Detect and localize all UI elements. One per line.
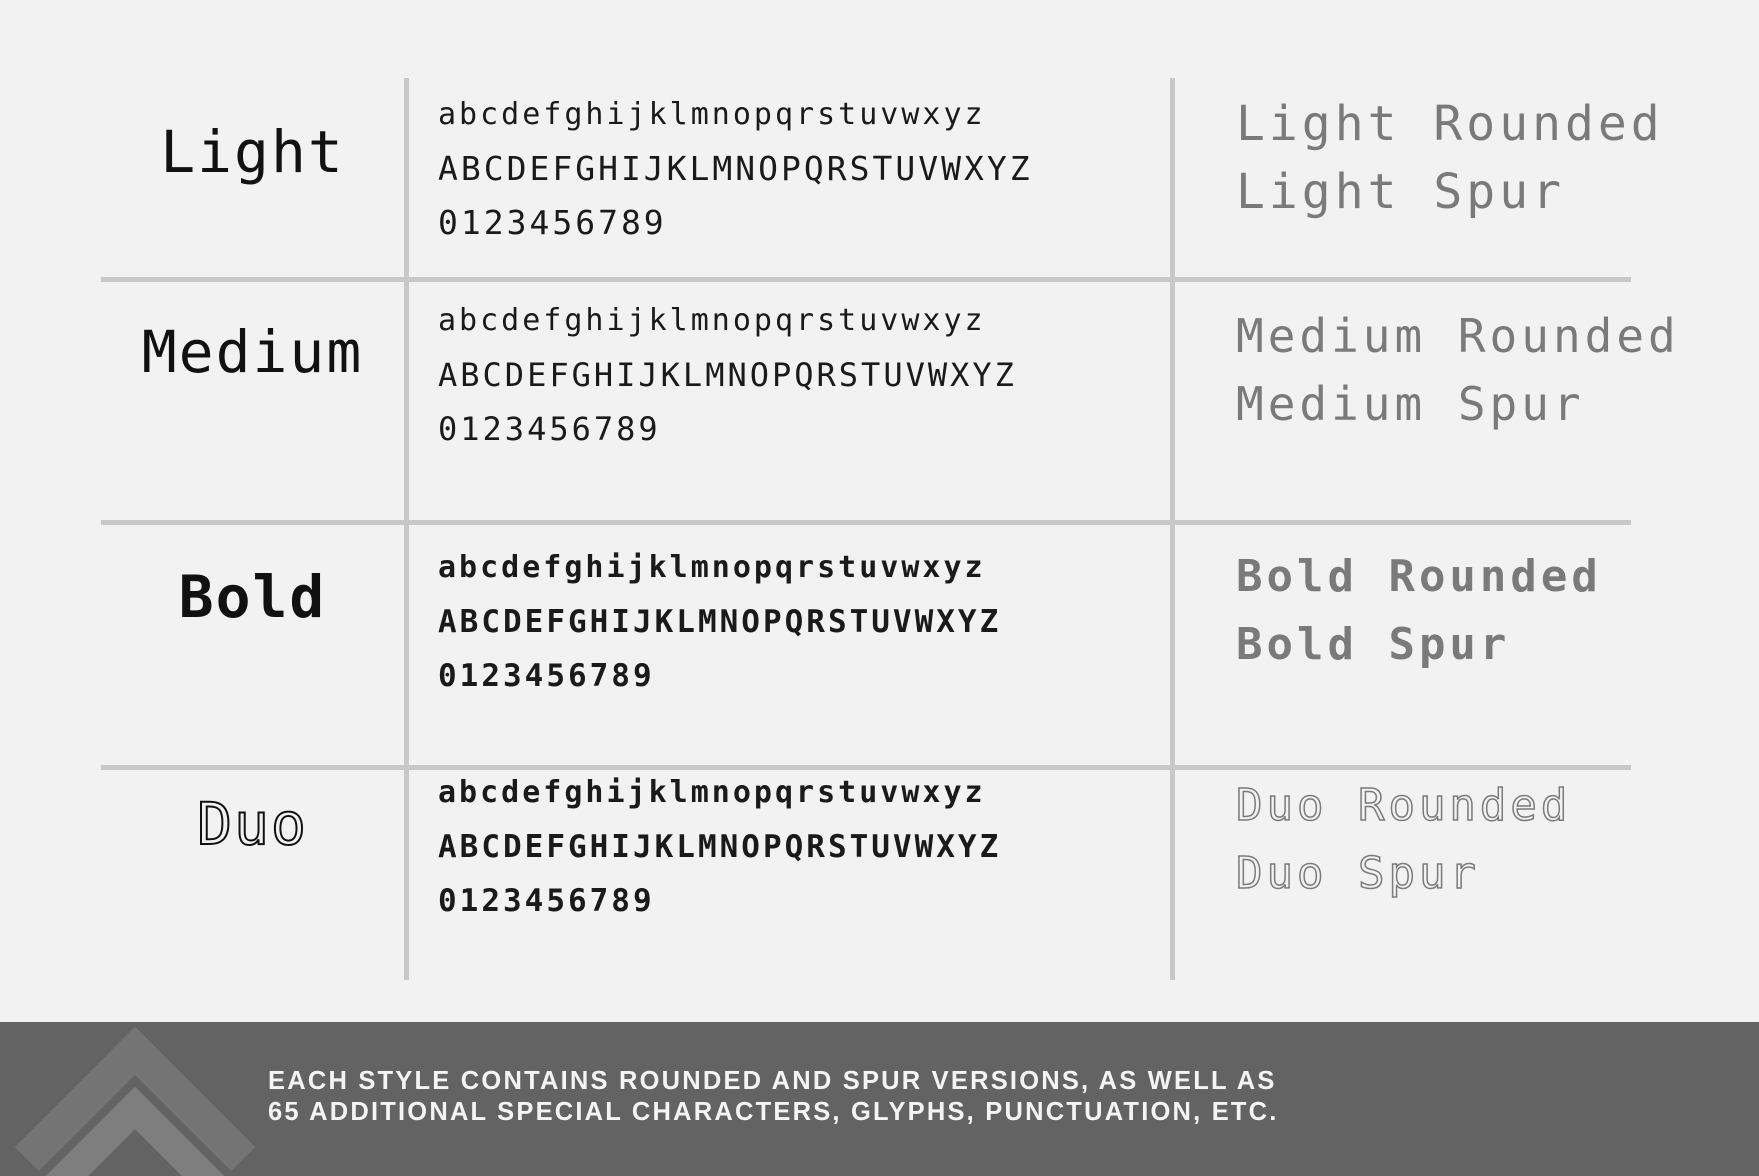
lowercase-sample: abcdefghijklmnopqrstuvwxyz — [438, 550, 986, 585]
lowercase-sample: abcdefghijklmnopqrstuvwxyz — [438, 775, 986, 810]
glyph-samples-bold — [438, 541, 1001, 703]
style-name-bold: Bold — [178, 563, 327, 631]
variants-duo — [1236, 772, 1571, 908]
style-name-duo: Duo — [197, 790, 308, 858]
specimen-table — [101, 78, 1680, 980]
variant-spur: Bold Spur — [1236, 619, 1511, 670]
variant-rounded: Light Rounded — [1236, 96, 1664, 152]
glyph-samples-duo — [438, 766, 1001, 928]
uppercase-sample: ABCDEFGHIJKLMNOPQRSTUVWXYZ — [438, 356, 1017, 394]
variant-spur: Light Spur — [1236, 164, 1565, 220]
footer-line-2: 65 ADDITIONAL SPECIAL CHARACTERS, GLYPHS, PUNCTUATION, ETC. — [268, 1098, 1279, 1126]
variant-rounded: Bold Rounded — [1236, 551, 1602, 602]
row-light — [101, 78, 1664, 277]
digits-sample: 0123456789 — [438, 883, 655, 919]
style-name-medium: Medium — [141, 318, 364, 386]
digits-sample: 0123456789 — [438, 410, 661, 448]
variants-bold — [1236, 543, 1602, 679]
row-duo — [101, 770, 1631, 980]
lowercase-sample: abcdefghijklmnopqrstuvwxyz — [438, 303, 986, 338]
variant-rounded: Duo Rounded — [1236, 780, 1572, 831]
variants-light — [1236, 90, 1664, 226]
digits-sample: 0123456789 — [438, 203, 667, 242]
style-name-light: Light — [160, 118, 345, 186]
uppercase-sample: ABCDEFGHIJKLMNOPQRSTUVWXYZ — [438, 829, 1002, 865]
variant-spur: Duo Spur — [1236, 848, 1480, 899]
digits-sample: 0123456789 — [438, 658, 655, 694]
row-medium — [101, 282, 1680, 520]
variant-rounded: Medium Rounded — [1236, 309, 1680, 363]
footer-note — [268, 1066, 1279, 1128]
glyph-samples-light — [438, 88, 1033, 250]
lowercase-sample: abcdefghijklmnopqrstuvwxyz — [438, 97, 986, 132]
row-bold — [101, 525, 1631, 765]
variants-medium — [1236, 302, 1680, 438]
footer-line-1: EACH STYLE CONTAINS ROUNDED AND SPUR VERSIONS, AS WELL AS — [268, 1067, 1277, 1095]
footer-band — [0, 1022, 1759, 1176]
variant-spur: Medium Spur — [1236, 377, 1585, 431]
glyph-samples-medium — [438, 294, 1017, 456]
uppercase-sample: ABCDEFGHIJKLMNOPQRSTUVWXYZ — [438, 604, 1002, 640]
uppercase-sample: ABCDEFGHIJKLMNOPQRSTUVWXYZ — [438, 149, 1033, 188]
